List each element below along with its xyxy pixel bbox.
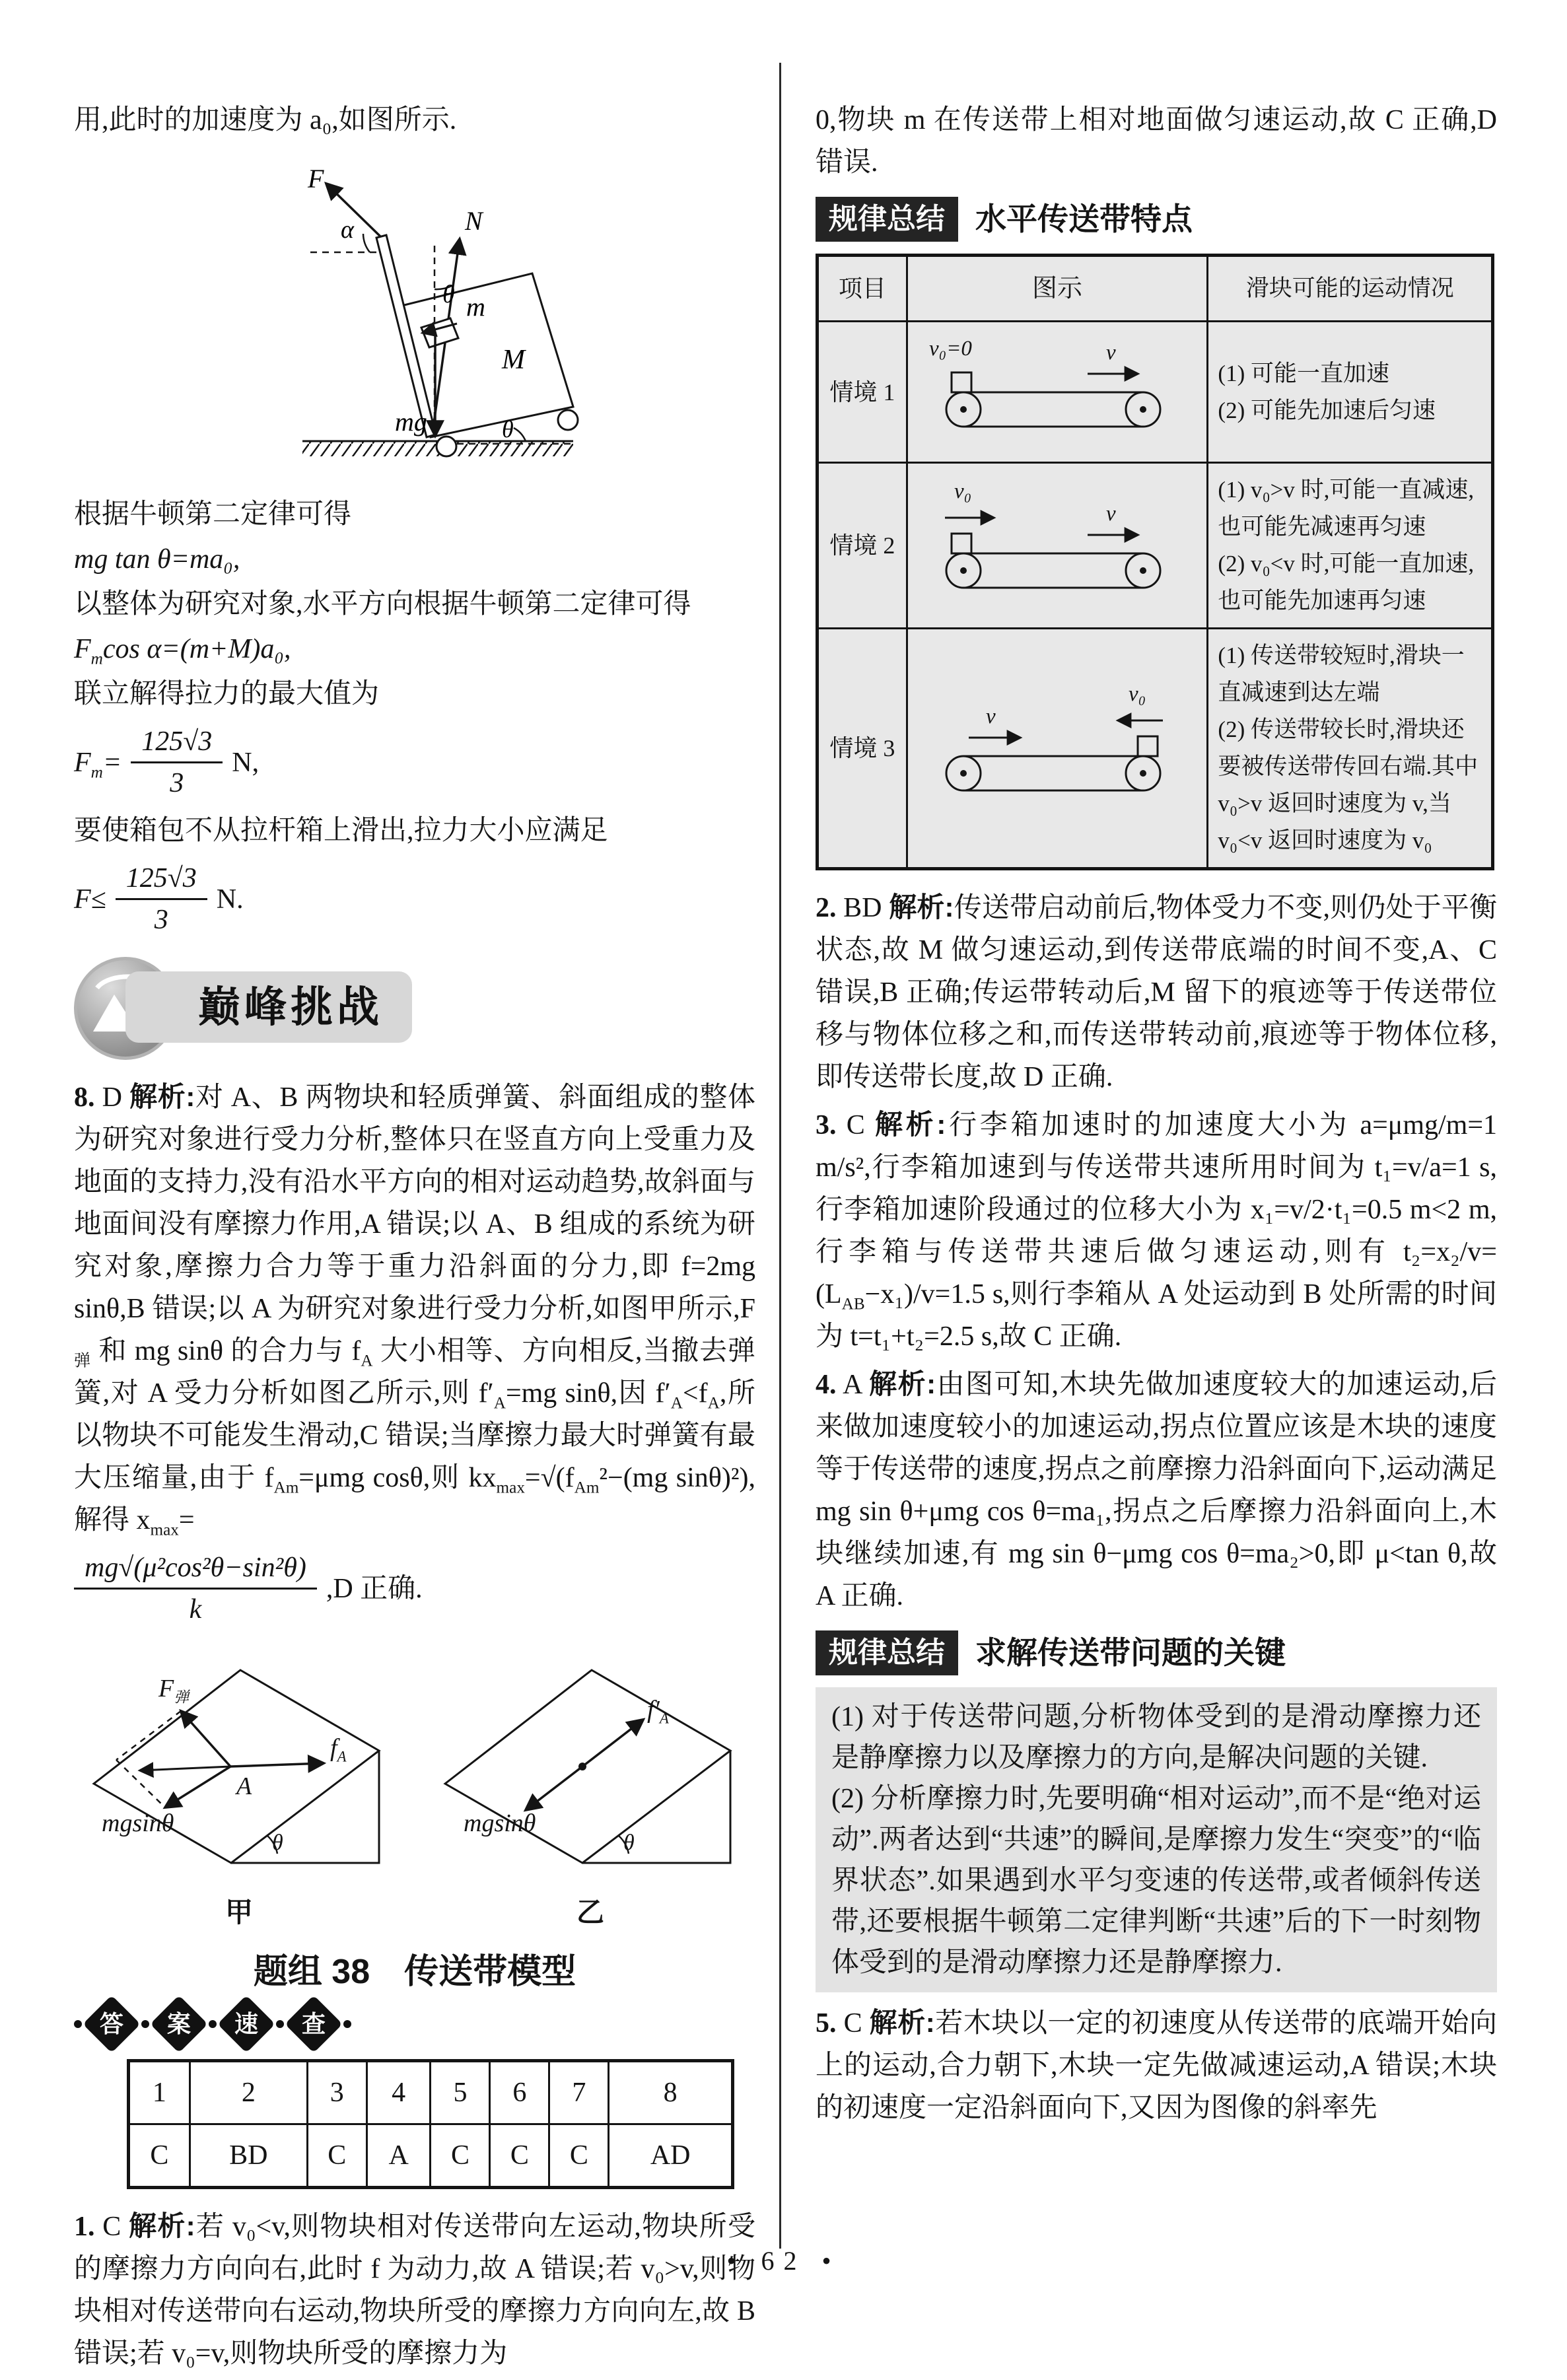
- dot-icon: [343, 2020, 351, 2028]
- column-divider: [779, 63, 781, 2249]
- problem-answer: D: [102, 1082, 122, 1113]
- problem-text: 若木块以一定的初速度从传送带的底端开始向上的运动,合力朝下,木块一定先做减速运动,A 错误;木块的初速度一定沿斜面向下,又因为图像的斜率先: [816, 2008, 1497, 2123]
- answer-val: C: [307, 2124, 366, 2188]
- scenario-label: 情境 3: [818, 629, 907, 869]
- diamond-icon: 查: [285, 1995, 343, 2053]
- rule-summary-title: 水平传送带特点: [975, 201, 1193, 236]
- left-column: [74, 99, 755, 2380]
- problem-answer: C: [843, 2008, 862, 2039]
- problem-number: 4.: [816, 1370, 837, 1400]
- fraction-numerator: mg√(μ²cos²θ−sin²θ): [74, 1548, 317, 1590]
- answer-val: AD: [609, 2124, 733, 2188]
- diamond-icon: 速: [217, 1995, 275, 2053]
- answer-val: C: [549, 2124, 609, 2188]
- label-fa-prime: $f'_A$: [647, 1696, 669, 1727]
- col-header-motion: 滑块可能的运动情况: [1208, 256, 1493, 322]
- problem-text: 传送带启动前后,物体受力不变,则仍处于平衡状态,故 M 做匀速运动,到传送带底端的时间不变,A、C 错误,B 正确;传运带转动后,M 留下的痕迹等于传送带位移与物体位移之和,而传送带转动前,痕迹等于物体位移,即传送带长度,故 D 正确.: [816, 893, 1497, 1092]
- answer-num: 8: [609, 2061, 733, 2124]
- belt-diagram-3: [925, 680, 1189, 818]
- dot-icon: [209, 2020, 217, 2028]
- label-fa: $f_A$: [330, 1734, 347, 1765]
- belt-diagram-2: [925, 477, 1189, 615]
- desc-item: (2) 传送带较长时,滑块还要被传送带传回右端.其中 v₀>v 返回时速度为 v,当 v₀<v 返回时速度为 v₀: [1218, 717, 1479, 853]
- problem-text: 对 A、B 两物块和轻质弹簧、斜面组成的整体为研究对象进行受力分析,整体只在竖直方向上受重力及地面的支持力,没有沿水平方向的相对运动趋势,故斜面与地面间没有摩擦力作用,A 错误;以 A、B 组成的系统为研究对象,摩擦力合力等于重力沿斜面的分力,即 f=2mg sinθ,B 错误;以 A 为研究对象进行受力分析,如图甲所示$,F_弹$ 和 mg sinθ 的合力与 $f_A$ 大小相等、方向相反,当撤去弹簧,对 A 受力分析如图乙所示,则 $f'_A=mg$ sinθ,因 $f'_A<f_A$,所以物块不可能发生滑动,C 错误;当摩擦力最大时弹簧有最大压缩量,由于 $f_{Am}=\mu mg$ cosθ,则 $kx_{max}=√(f_{Am}^2-(mg$ sinθ)²),解得 $x_{max}=$: [74, 1082, 756, 1539]
- analysis-label: 解析:: [129, 2210, 195, 2241]
- problem-8-final-formula: [74, 1548, 755, 1629]
- label-spring-force: $F_弹$: [158, 1675, 190, 1706]
- label-mg: mg: [395, 407, 427, 437]
- diamond-icon: 答: [83, 1995, 141, 2053]
- col-header-item: 项目: [818, 256, 907, 322]
- fraction: [74, 1548, 317, 1629]
- label-a: A: [236, 1772, 252, 1800]
- rule-summary-2-panel: [816, 1687, 1497, 1992]
- luggage-cart-figure: [203, 153, 626, 481]
- fraction-denominator: 3: [170, 768, 184, 798]
- scenario-motion-desc: [1208, 629, 1493, 869]
- problem-text: 行李箱加速时的加速度大小为 a=μmg/m=1 m/s²,行李箱加速到与传送带共速所用时间为 t₁=v/a=1 s,行李箱加速阶段通过的位移大小为 x₁=v/2·t₁=0.5 m<2 m,行李箱与传送带共速后做匀速运动,则有 $t_2=x_2/v=(L_{AB}-x_1)/v=1.5$ s,则行李箱从 A 处运动到 B 处所需的时间为 t=t₁+t₂=2.5 s,故 C 正确.: [816, 1110, 1498, 1352]
- problem-number: 5.: [816, 2008, 837, 2039]
- belt-diagram-1: [925, 330, 1189, 454]
- problem-number: 1.: [74, 2212, 95, 2242]
- problem-3: [816, 1103, 1497, 1358]
- derivation-line: 联立解得拉力的最大值为: [74, 679, 380, 709]
- problem-5: [816, 2002, 1497, 2129]
- fraction: [116, 858, 207, 940]
- scenario-label: 情境 2: [818, 463, 907, 629]
- figure-yi: [425, 1644, 755, 1934]
- answer-num: 4: [366, 2061, 431, 2124]
- formula-mgtan: mg tan θ=ma₀,: [74, 544, 240, 575]
- belt-characteristics-table: [816, 254, 1494, 870]
- analysis-label: 解析:: [889, 892, 954, 923]
- right-column: [816, 99, 1497, 2134]
- problem-text: 由图可知,木块先做加速度较大的加速运动,后来做加速度较小的加速运动,拐点位置应该是木块的速度等于传送带的速度,拐点之前摩擦力沿斜面向下,运动满足 mg sin θ+μmg cos θ=ma₁,拐点之后摩擦力沿斜面向上,木块继续加速,有 mg sin θ−μmg cos θ=ma₂>0,即 μ<tan θ,故 A 正确.: [816, 1370, 1497, 1611]
- answer-num: 2: [190, 2061, 307, 2124]
- continued-paragraph: 用,此时的加速度为 a₀,如图所示.: [74, 105, 457, 135]
- belt-table-row-2: [818, 463, 1493, 629]
- label-theta: θ: [623, 1831, 635, 1855]
- formula-fm-max: [74, 722, 755, 803]
- cart-diagram: [203, 153, 626, 469]
- problem-4: [816, 1363, 1497, 1617]
- peak-challenge-label: 巅峰挑战: [125, 971, 412, 1043]
- rule-summary-badge: 规律总结: [816, 1630, 958, 1675]
- problem-text: 若 v₀<v,则物块相对传送带向左运动,物块所受的摩擦力方向向右,此时 f 为动力,故 A 错误;若 v₀>v,则物块相对传送带向右运动,物块所受的摩擦力方向向左,故 B 错误;若 v₀=v,则物块所受的摩擦力为: [74, 2212, 755, 2369]
- peak-challenge-badge: [74, 957, 755, 1063]
- label-v: v: [1106, 501, 1116, 526]
- rule-item: (2) 分析摩擦力时,先要明确“相对运动”,而不是“绝对运动”.两者达到“共速”的瞬间,是摩擦力发生“突变”的“临界状态”.如果遇到水平匀变速的传送带,或者倾斜传送带,还要根据牛顿第二定律判断“共速”后的下一时刻物体受到的是滑动摩擦力还是静摩擦力.: [831, 1784, 1481, 1978]
- derivation-line: 以整体为研究对象,水平方向根据牛顿第二定律可得: [74, 589, 691, 619]
- problem-number: 3.: [816, 1110, 837, 1140]
- formula-lhs: F≤: [74, 884, 106, 915]
- label-alpha: α: [341, 216, 354, 244]
- problem-1: [74, 2205, 755, 2375]
- label-v: v: [1106, 341, 1116, 365]
- analysis-label: 解析:: [869, 2007, 935, 2038]
- answer-val: C: [129, 2124, 190, 2188]
- problem-answer: A: [843, 1370, 862, 1400]
- answer-table-number-row: [129, 2061, 733, 2124]
- fraction-denominator: k: [189, 1594, 202, 1625]
- answer-num: 5: [431, 2061, 490, 2124]
- group-38-heading: 题组 38 传送带模型: [253, 1953, 576, 1991]
- analysis-label: 解析:: [129, 1081, 195, 1112]
- desc-item: (2) v₀<v 时,可能一直加速,也可能先加速再匀速: [1218, 551, 1475, 613]
- label-N: N: [465, 206, 483, 236]
- belt-table-row-3: [818, 629, 1493, 869]
- answer-num: 3: [307, 2061, 366, 2124]
- rule-summary-badge: 规律总结: [816, 197, 958, 242]
- label-v0: v₀: [954, 479, 972, 503]
- label-M: M: [502, 345, 525, 375]
- problem-number: 8.: [74, 1082, 95, 1113]
- desc-item: (1) 可能一直加速: [1218, 360, 1389, 386]
- fraction-numerator: 125√3: [131, 722, 223, 763]
- dot-icon: [141, 2020, 149, 2028]
- belt-table-header-row: [818, 256, 1493, 322]
- derivation-line: 根据牛顿第二定律可得: [74, 499, 352, 530]
- fraction-numerator: 125√3: [116, 858, 207, 900]
- scenario-motion-desc: [1208, 463, 1493, 629]
- figure-caption-yi: 乙: [576, 1897, 604, 1928]
- label-m: m: [466, 292, 485, 322]
- answer-table-value-row: [129, 2124, 733, 2188]
- formula-fmcos: $F_m\cos$ α=(m+M)a₀,: [74, 634, 291, 668]
- desc-item: (1) 传送带较短时,滑块一直减速到达左端: [1218, 643, 1465, 705]
- label-v0: v₀: [1129, 682, 1146, 706]
- answer-val: C: [431, 2124, 490, 2188]
- desc-item: (1) v₀>v 时,可能一直减速,也可能先减速再匀速: [1218, 477, 1475, 540]
- dot-icon: [276, 2020, 284, 2028]
- formula-tail: ,D 正确.: [326, 1573, 423, 1604]
- figure-jia: [74, 1644, 404, 1934]
- label-theta-top: θ: [442, 281, 455, 308]
- label-v: v: [986, 704, 996, 728]
- problem-answer: C: [846, 1110, 865, 1140]
- incline-figure-pair: [74, 1644, 755, 1934]
- scenario-motion-desc: [1208, 322, 1493, 463]
- answer-table: [127, 2059, 734, 2189]
- derivation-line: 要使箱包不从拉杆箱上滑出,拉力大小应满足: [74, 816, 608, 846]
- diamond-icon: 案: [150, 1995, 208, 2053]
- belt-table-row-1: [818, 322, 1493, 463]
- label-theta: θ: [272, 1831, 283, 1855]
- problem-answer: BD: [843, 893, 882, 923]
- page-number: • 62 •: [726, 2246, 841, 2276]
- answer-quickcheck-badge: [74, 2004, 755, 2045]
- analysis-label: 解析:: [869, 1368, 936, 1399]
- dot-icon: [74, 2020, 82, 2028]
- formula-unit: N.: [216, 884, 244, 915]
- label-mgsin: mgsinθ: [102, 1809, 174, 1837]
- label-mgsin: mgsinθ: [464, 1809, 536, 1837]
- label-F: F: [308, 164, 324, 193]
- scenario-label: 情境 1: [818, 322, 907, 463]
- fraction-denominator: 3: [154, 905, 168, 935]
- fraction: [131, 722, 223, 803]
- rule-summary-2-header: [816, 1630, 1497, 1675]
- rule-item: (1) 对于传送带问题,分析物体受到的是滑动摩擦力还是静摩擦力以及摩擦力的方向,是解决问题的关键.: [831, 1702, 1481, 1773]
- answer-val: BD: [190, 2124, 307, 2188]
- problem-8: [74, 1076, 755, 1541]
- formula-f-condition: [74, 858, 755, 940]
- formula-unit: N,: [232, 747, 260, 778]
- formula-lhs: $F_m=$: [74, 747, 122, 781]
- problem-2: [816, 886, 1497, 1098]
- analysis-label: 解析:: [874, 1109, 946, 1140]
- problem-answer: C: [102, 2212, 122, 2242]
- continued-paragraph: 0,物块 m 在传送带上相对地面做匀速运动,故 C 正确,D 错误.: [816, 105, 1497, 178]
- desc-item: (2) 可能先加速后匀速: [1218, 397, 1436, 423]
- problem-number: 2.: [816, 893, 837, 923]
- answer-num: 6: [490, 2061, 549, 2124]
- answer-num: 1: [129, 2061, 190, 2124]
- answer-num: 7: [549, 2061, 609, 2124]
- col-header-diagram: 图示: [907, 256, 1208, 322]
- rule-summary-title: 求解传送带问题的关键: [975, 1635, 1286, 1670]
- label-theta-bottom: θ: [502, 416, 514, 442]
- rule-summary-1-header: [816, 197, 1497, 242]
- answer-val: C: [490, 2124, 549, 2188]
- figure-caption-jia: 甲: [225, 1897, 253, 1928]
- label-v0: v₀=0: [929, 337, 972, 361]
- answer-val: A: [366, 2124, 431, 2188]
